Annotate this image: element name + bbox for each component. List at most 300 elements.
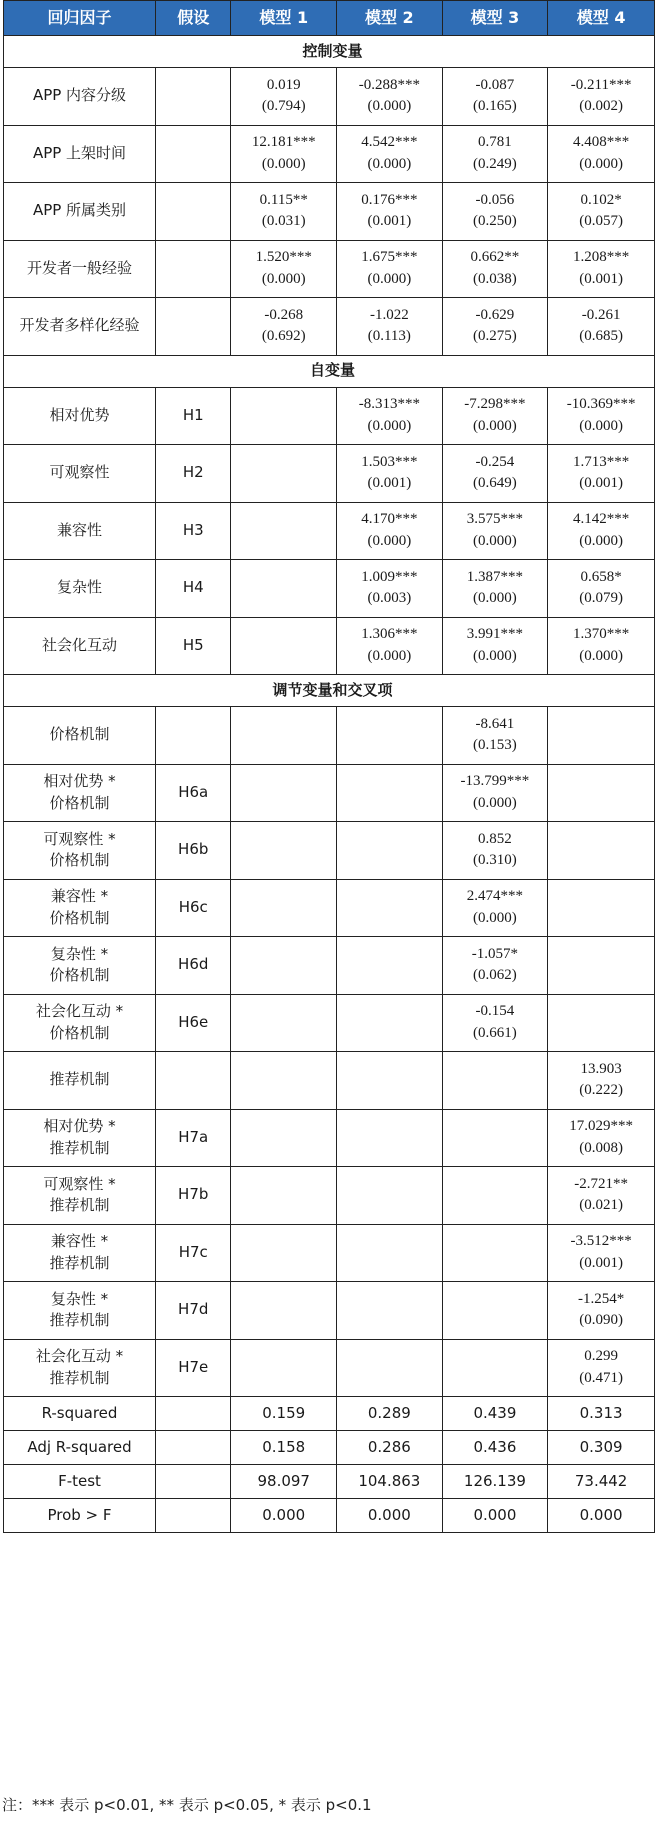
coefficient-cell [548, 125, 655, 183]
p-value: (0.001) [579, 1254, 623, 1271]
coefficient-cell [337, 994, 443, 1052]
p-value: (0.001) [367, 213, 412, 230]
row-label [4, 1109, 156, 1167]
p-value: (0.661) [473, 1024, 517, 1041]
section-header-row [4, 36, 655, 68]
hypothesis-cell [156, 707, 231, 765]
coefficient-cell [231, 298, 337, 356]
coefficient-value: 13.903 [580, 1060, 622, 1077]
hypothesis-cell [156, 1397, 231, 1431]
stat-label: Prob > F [4, 1499, 156, 1533]
hypothesis-cell [156, 68, 231, 126]
coefficient-cell [231, 183, 337, 241]
coefficient-cell [442, 1224, 548, 1282]
coefficient-value: -8.641 [475, 715, 515, 732]
p-value: (0.062) [473, 967, 517, 984]
section-header-row [4, 675, 655, 707]
header-cell-factor: 回归因子 [4, 1, 156, 36]
coefficient-cell [442, 1339, 548, 1397]
hypothesis-cell: H7e [156, 1339, 231, 1397]
p-value: (0.000) [367, 647, 412, 664]
coefficient-cell [548, 560, 655, 618]
row-label-line: 复杂性 [57, 578, 103, 597]
row-label [4, 502, 156, 560]
p-value: (0.001) [579, 475, 623, 492]
row-label [4, 1052, 156, 1110]
coefficient-cell [337, 445, 443, 503]
section-title: 调节变量和交叉项 [4, 675, 655, 707]
coefficient-cell [337, 764, 443, 822]
coefficient-cell [231, 994, 337, 1052]
p-value: (0.021) [579, 1197, 623, 1214]
coefficient-value: 3.575*** [466, 511, 524, 527]
coefficient-value: 1.503*** [361, 453, 418, 470]
coefficient-value: 0.658* [580, 568, 622, 585]
stat-value: 98.097 [231, 1465, 337, 1499]
p-value: (0.000) [579, 417, 623, 434]
p-value: (0.000) [367, 155, 412, 172]
stat-value: 0.000 [337, 1499, 443, 1533]
row-label-line: 可观察性 * [43, 1174, 116, 1193]
row-label-line: 相对优势 * [43, 772, 116, 790]
hypothesis-cell: H3 [156, 502, 231, 560]
p-value: (0.000) [367, 417, 412, 434]
p-value: (0.000) [579, 532, 623, 549]
coefficient-value: 1.370*** [572, 626, 630, 642]
row-label-line: 兼容性 * [50, 887, 109, 905]
coefficient-cell [231, 1339, 337, 1397]
coefficient-value: -13.799*** [460, 773, 530, 789]
coefficient-cell [442, 1052, 548, 1110]
row-label [4, 879, 156, 937]
hypothesis-cell: H7a [156, 1109, 231, 1167]
coefficient-cell [337, 560, 443, 618]
table-row [4, 1052, 655, 1110]
coefficient-cell [231, 707, 337, 765]
row-label-line: 可观察性 * [43, 829, 116, 848]
section-title: 控制变量 [4, 36, 655, 68]
stat-value: 0.000 [548, 1499, 655, 1533]
row-label-line: 价格机制 [49, 1023, 110, 1042]
coefficient-value: 1.208*** [572, 249, 630, 265]
hypothesis-cell [156, 125, 231, 183]
stat-label: Adj R-squared [4, 1431, 156, 1465]
table-header-row [4, 1, 655, 36]
stat-row [4, 1499, 655, 1533]
row-label [4, 1339, 156, 1397]
row-label-line: 社会化互动 [42, 635, 118, 654]
hypothesis-cell [156, 1465, 231, 1499]
coefficient-cell [442, 502, 548, 560]
row-label-line: 价格机制 [49, 793, 110, 812]
hypothesis-cell: H2 [156, 445, 231, 503]
stat-value: 0.159 [231, 1397, 337, 1431]
table-row [4, 1339, 655, 1397]
coefficient-value: -0.261 [581, 306, 621, 323]
row-label [4, 560, 156, 618]
row-label-line: 复杂性 * [50, 1289, 109, 1308]
p-value: (0.000) [473, 532, 517, 549]
row-label [4, 1224, 156, 1282]
coefficient-cell [231, 1167, 337, 1225]
table-row [4, 387, 655, 445]
p-value: (0.222) [579, 1082, 623, 1099]
row-label [4, 617, 156, 675]
coefficient-cell [442, 879, 548, 937]
coefficient-cell [337, 183, 443, 241]
coefficient-cell [337, 387, 443, 445]
hypothesis-cell [156, 1431, 231, 1465]
row-label [4, 994, 156, 1052]
stat-value: 126.139 [442, 1465, 548, 1499]
p-value: (0.090) [579, 1312, 623, 1329]
table-row [4, 937, 655, 995]
p-value: (0.153) [473, 737, 517, 754]
row-label [4, 183, 156, 241]
coefficient-value: -0.056 [475, 191, 515, 208]
p-value: (0.000) [579, 155, 623, 172]
coefficient-cell [231, 387, 337, 445]
coefficient-cell [548, 68, 655, 126]
coefficient-value: 0.102* [580, 191, 622, 208]
table-row [4, 707, 655, 765]
table-row [4, 764, 655, 822]
header-cell-model-3: 模型 3 [442, 1, 548, 36]
row-label [4, 822, 156, 880]
p-value: (0.000) [473, 647, 517, 664]
hypothesis-cell: H6a [156, 764, 231, 822]
table-footnote: 注：*** 表示 p<0.01, ** 表示 p<0.05, * 表示 p<0.1 [2, 1796, 372, 1814]
coefficient-value: 0.662** [470, 249, 520, 265]
coefficient-cell [548, 822, 655, 880]
coefficient-cell [337, 1167, 443, 1225]
section-title: 自变量 [4, 355, 655, 387]
table-row [4, 617, 655, 675]
row-label [4, 240, 156, 298]
coefficient-cell [231, 1224, 337, 1282]
coefficient-value: 1.306*** [361, 626, 418, 642]
row-label-line: 价格机制 [49, 908, 110, 927]
row-label [4, 1282, 156, 1340]
hypothesis-cell: H7b [156, 1167, 231, 1225]
coefficient-cell [231, 240, 337, 298]
row-label-line: 推荐机制 [49, 1253, 110, 1272]
hypothesis-cell: H6c [156, 879, 231, 937]
table-row [4, 994, 655, 1052]
hypothesis-cell [156, 183, 231, 241]
p-value: (0.310) [473, 852, 517, 869]
row-label-line: 开发者一般经验 [27, 258, 133, 277]
row-label [4, 298, 156, 356]
p-value: (0.794) [261, 98, 306, 115]
row-label-line: APP 所属类别 [32, 201, 127, 220]
coefficient-cell [337, 707, 443, 765]
p-value: (0.000) [261, 270, 306, 287]
coefficient-cell [231, 1109, 337, 1167]
table-row [4, 445, 655, 503]
p-value: (0.000) [473, 417, 517, 434]
coefficient-cell [337, 937, 443, 995]
table-row [4, 125, 655, 183]
coefficient-value: -1.254* [577, 1290, 625, 1307]
coefficient-value: 1.387*** [466, 568, 524, 585]
coefficient-cell [442, 1167, 548, 1225]
coefficient-cell [548, 240, 655, 298]
coefficient-cell [337, 1109, 443, 1167]
table-row [4, 1167, 655, 1225]
table-row [4, 502, 655, 560]
row-label-line: 兼容性 [57, 520, 103, 539]
coefficient-cell [337, 240, 443, 298]
coefficient-cell [548, 1224, 655, 1282]
coefficient-value: 1.675*** [361, 249, 418, 265]
row-label-line: 推荐机制 [49, 1368, 110, 1387]
coefficient-cell [337, 502, 443, 560]
hypothesis-cell: H7c [156, 1224, 231, 1282]
table-row [4, 1282, 655, 1340]
coefficient-value: 0.019 [266, 76, 301, 93]
stat-row [4, 1465, 655, 1499]
p-value: (0.165) [473, 98, 517, 115]
coefficient-value: 0.115** [259, 191, 308, 208]
p-value: (0.001) [579, 270, 623, 287]
coefficient-cell [548, 879, 655, 937]
row-label-line: 价格机制 [49, 851, 110, 870]
coefficient-cell [548, 937, 655, 995]
coefficient-value: 4.408*** [572, 134, 630, 150]
coefficient-value: 1.713*** [572, 453, 630, 470]
p-value: (0.249) [473, 155, 517, 172]
coefficient-cell [548, 1109, 655, 1167]
coefficient-cell [337, 68, 443, 126]
p-value: (0.250) [473, 213, 517, 230]
header-cell-model-1: 模型 1 [231, 1, 337, 36]
coefficient-cell [442, 240, 548, 298]
coefficient-value: -0.211*** [570, 76, 632, 93]
table-row [4, 240, 655, 298]
coefficient-cell [442, 387, 548, 445]
p-value: (0.471) [579, 1369, 623, 1386]
stat-value: 73.442 [548, 1465, 655, 1499]
coefficient-cell [442, 937, 548, 995]
coefficient-cell [337, 879, 443, 937]
table-row [4, 298, 655, 356]
row-label-line: 相对优势 * [43, 1117, 116, 1135]
coefficient-cell [442, 707, 548, 765]
coefficient-cell [442, 183, 548, 241]
coefficient-value: -0.268 [264, 306, 304, 323]
coefficient-cell [231, 617, 337, 675]
hypothesis-cell [156, 240, 231, 298]
coefficient-cell [337, 1339, 443, 1397]
row-label-line: 可观察性 [49, 463, 110, 482]
stat-label: R-squared [4, 1397, 156, 1431]
coefficient-cell [337, 298, 443, 356]
coefficient-value: -0.087 [475, 76, 515, 93]
coefficient-value: 3.991*** [466, 626, 524, 642]
section-header-row [4, 355, 655, 387]
row-label [4, 1167, 156, 1225]
row-label-line: 价格机制 [49, 966, 110, 985]
hypothesis-cell [156, 1499, 231, 1533]
p-value: (0.031) [261, 213, 306, 230]
p-value: (0.008) [579, 1139, 623, 1156]
p-value: (0.003) [367, 590, 412, 607]
row-label-line: APP 内容分级 [32, 86, 127, 105]
row-label-line: APP 上架时间 [32, 143, 127, 162]
coefficient-value: 1.520*** [255, 249, 312, 265]
hypothesis-cell: H7d [156, 1282, 231, 1340]
table-row [4, 879, 655, 937]
coefficient-cell [548, 502, 655, 560]
coefficient-value: -0.254 [475, 453, 515, 470]
coefficient-cell [337, 125, 443, 183]
stat-value: 0.436 [442, 1431, 548, 1465]
hypothesis-cell [156, 1052, 231, 1110]
stat-value: 0.000 [442, 1499, 548, 1533]
coefficient-cell [442, 1109, 548, 1167]
row-label [4, 125, 156, 183]
coefficient-cell [548, 707, 655, 765]
p-value: (0.000) [261, 155, 306, 172]
coefficient-cell [548, 1167, 655, 1225]
header-cell-model-2: 模型 2 [337, 1, 443, 36]
hypothesis-cell: H6e [156, 994, 231, 1052]
coefficient-cell [548, 1282, 655, 1340]
coefficient-cell [231, 937, 337, 995]
coefficient-value: -2.721** [574, 1175, 628, 1192]
coefficient-cell [548, 994, 655, 1052]
row-label-line: 推荐机制 [49, 1196, 110, 1215]
coefficient-cell [337, 1282, 443, 1340]
header-cell-model-4: 模型 4 [548, 1, 655, 36]
coefficient-cell [548, 617, 655, 675]
p-value: (0.000) [579, 647, 623, 664]
coefficient-value: -7.298*** [464, 396, 526, 412]
stat-value: 0.439 [442, 1397, 548, 1431]
row-label [4, 68, 156, 126]
p-value: (0.113) [367, 328, 411, 345]
coefficient-cell [548, 1052, 655, 1110]
hypothesis-cell: H4 [156, 560, 231, 618]
coefficient-value: 4.142*** [572, 511, 630, 527]
p-value: (0.001) [367, 475, 412, 492]
row-label-line: 开发者多样化经验 [19, 316, 140, 335]
stat-value: 0.286 [337, 1431, 443, 1465]
coefficient-cell [231, 125, 337, 183]
coefficient-cell [442, 445, 548, 503]
coefficient-value: -1.057* [471, 945, 519, 962]
coefficient-value: 0.781 [478, 134, 512, 150]
coefficient-cell [231, 764, 337, 822]
coefficient-cell [442, 822, 548, 880]
row-label-line: 推荐机制 [49, 1311, 110, 1330]
p-value: (0.000) [367, 532, 412, 549]
coefficient-cell [231, 1052, 337, 1110]
coefficient-cell [337, 617, 443, 675]
row-label-line: 相对优势 [49, 405, 110, 424]
coefficient-cell [548, 445, 655, 503]
coefficient-cell [231, 445, 337, 503]
coefficient-cell [442, 125, 548, 183]
row-label-line: 兼容性 * [50, 1232, 109, 1250]
coefficient-value: -0.154 [475, 1003, 515, 1019]
coefficient-cell [337, 1052, 443, 1110]
row-label [4, 445, 156, 503]
coefficient-cell [231, 560, 337, 618]
p-value: (0.000) [473, 909, 517, 926]
p-value: (0.692) [261, 328, 306, 345]
coefficient-cell [442, 994, 548, 1052]
hypothesis-cell [156, 298, 231, 356]
coefficient-cell [442, 560, 548, 618]
coefficient-cell [442, 764, 548, 822]
coefficient-cell [231, 502, 337, 560]
table-row [4, 560, 655, 618]
row-label-line: 价格机制 [49, 725, 110, 744]
coefficient-cell [231, 879, 337, 937]
regression-table [3, 0, 655, 1533]
table-row [4, 822, 655, 880]
table-row [4, 1224, 655, 1282]
table-row [4, 68, 655, 126]
row-label [4, 764, 156, 822]
coefficient-cell [548, 298, 655, 356]
p-value: (0.057) [579, 213, 623, 230]
coefficient-value: 0.176*** [361, 191, 418, 208]
coefficient-cell [231, 1282, 337, 1340]
row-label [4, 387, 156, 445]
row-label [4, 707, 156, 765]
coefficient-value: 17.029*** [569, 1118, 633, 1134]
row-label-line: 社会化互动 * [35, 1347, 124, 1365]
p-value: (0.000) [473, 794, 517, 811]
stat-row [4, 1431, 655, 1465]
stat-value: 0.313 [548, 1397, 655, 1431]
coefficient-cell [548, 183, 655, 241]
coefficient-cell [548, 1339, 655, 1397]
coefficient-value: -0.288*** [358, 76, 420, 93]
stat-row [4, 1397, 655, 1431]
hypothesis-cell: H5 [156, 617, 231, 675]
p-value: (0.002) [579, 98, 623, 115]
row-label [4, 937, 156, 995]
table-body [4, 36, 655, 1533]
coefficient-value: 1.009*** [361, 568, 418, 585]
coefficient-value: 4.170*** [361, 511, 418, 527]
coefficient-value: -1.022 [369, 306, 409, 323]
coefficient-cell [442, 298, 548, 356]
coefficient-value: -8.313*** [358, 396, 420, 412]
stat-value: 104.863 [337, 1465, 443, 1499]
p-value: (0.685) [579, 328, 623, 345]
hypothesis-cell: H6d [156, 937, 231, 995]
coefficient-value: 2.474*** [466, 888, 524, 904]
stat-value: 0.289 [337, 1397, 443, 1431]
coefficient-cell [442, 617, 548, 675]
p-value: (0.079) [579, 590, 623, 607]
table-row [4, 1109, 655, 1167]
row-label-line: 推荐机制 [49, 1138, 110, 1157]
row-label-line: 复杂性 * [50, 944, 109, 963]
coefficient-value: -0.629 [475, 306, 515, 323]
p-value: (0.000) [367, 98, 412, 115]
p-value: (0.000) [367, 270, 412, 287]
coefficient-value: -3.512*** [570, 1233, 632, 1249]
coefficient-value: 12.181*** [251, 134, 316, 150]
row-label-line: 推荐机制 [49, 1070, 110, 1089]
p-value: (0.000) [473, 590, 517, 607]
